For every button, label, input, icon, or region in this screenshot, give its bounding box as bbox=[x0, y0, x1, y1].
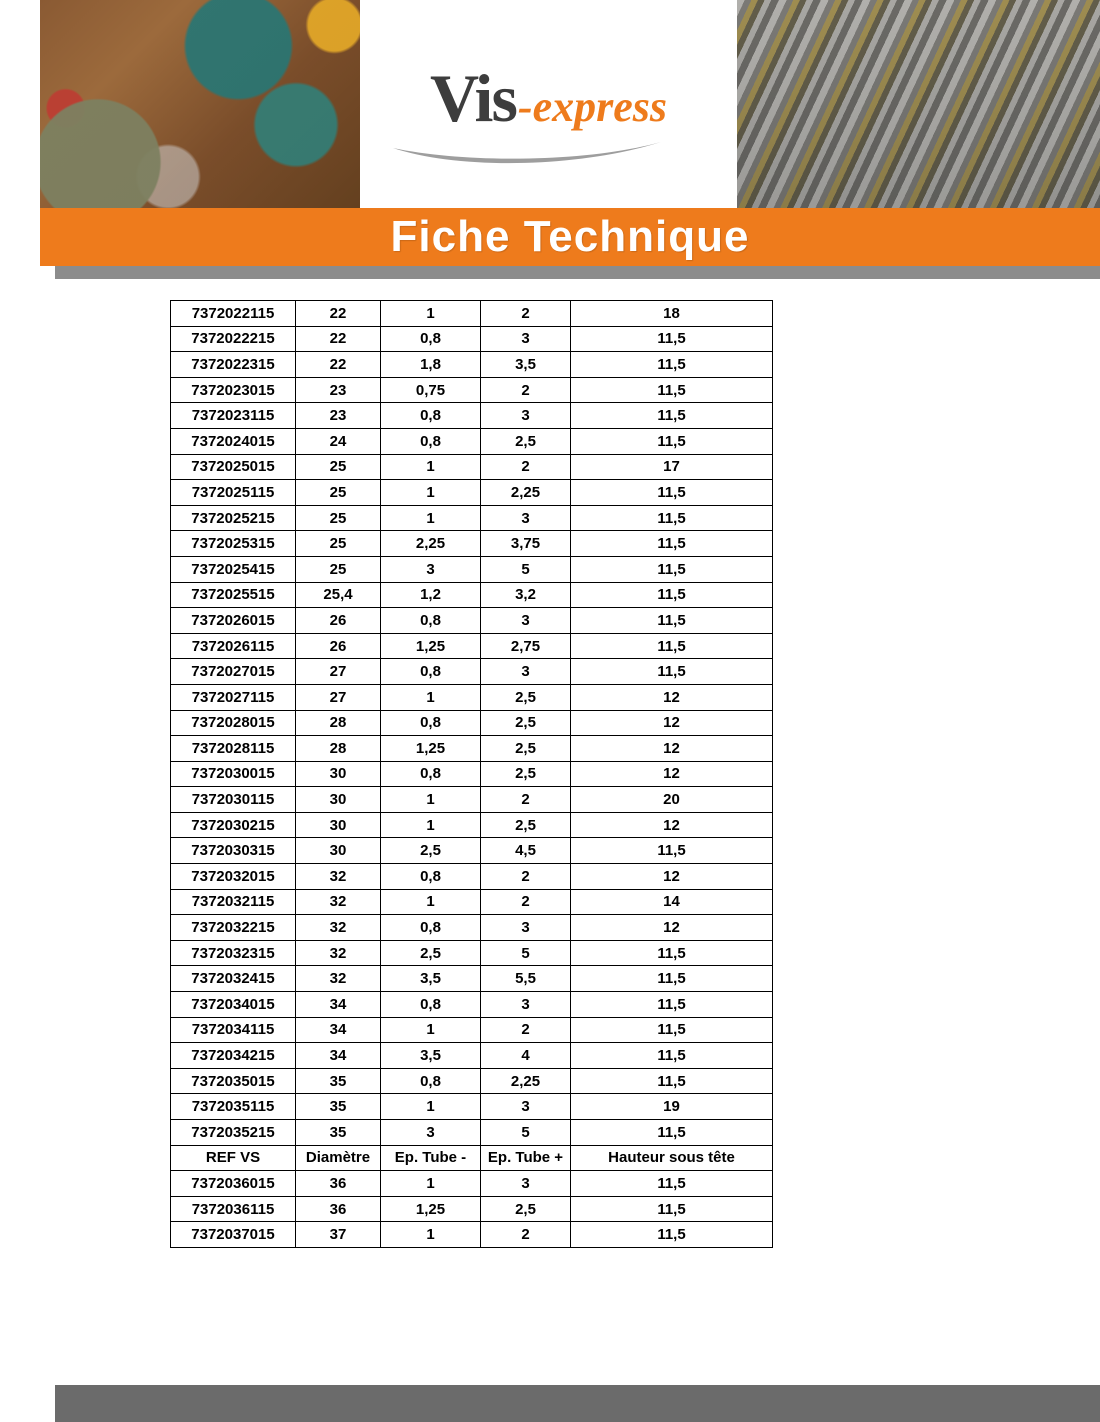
table-cell: 2,5 bbox=[381, 940, 481, 966]
table-cell: 5 bbox=[481, 556, 571, 582]
table-row bbox=[171, 480, 773, 506]
table-cell: 7372036015 bbox=[171, 1171, 296, 1197]
table-cell: 34 bbox=[296, 1043, 381, 1069]
table-cell: 25 bbox=[296, 480, 381, 506]
table-cell: 0,8 bbox=[381, 710, 481, 736]
table-cell: 1,25 bbox=[381, 1196, 481, 1222]
table-cell: 11,5 bbox=[571, 940, 773, 966]
table-cell: 28 bbox=[296, 736, 381, 762]
table-cell: 2 bbox=[481, 301, 571, 327]
table-cell: 19 bbox=[571, 1094, 773, 1120]
table-cell: 3 bbox=[481, 403, 571, 429]
table-header-row bbox=[171, 1145, 773, 1171]
table-cell: 0,8 bbox=[381, 659, 481, 685]
table-row bbox=[171, 889, 773, 915]
table-cell: 7372035115 bbox=[171, 1094, 296, 1120]
table-row bbox=[171, 1068, 773, 1094]
table-cell: 7372036115 bbox=[171, 1196, 296, 1222]
table-cell: 3 bbox=[381, 1120, 481, 1146]
table-row bbox=[171, 1171, 773, 1197]
table-cell: 27 bbox=[296, 684, 381, 710]
table-cell: 7372022315 bbox=[171, 352, 296, 378]
table-cell: 11,5 bbox=[571, 556, 773, 582]
logo-wordmark bbox=[429, 60, 668, 136]
table-header-cell: Ep. Tube - bbox=[381, 1145, 481, 1171]
table-cell: 0,75 bbox=[381, 377, 481, 403]
table-cell: 7372035015 bbox=[171, 1068, 296, 1094]
table-cell: 1 bbox=[381, 812, 481, 838]
table-cell: 0,8 bbox=[381, 915, 481, 941]
table-cell: 3,2 bbox=[481, 582, 571, 608]
table-cell: 25 bbox=[296, 531, 381, 557]
table-cell: 11,5 bbox=[571, 377, 773, 403]
table-cell: 0,8 bbox=[381, 326, 481, 352]
table-cell: 12 bbox=[571, 812, 773, 838]
table-cell: 23 bbox=[296, 403, 381, 429]
table-cell: 11,5 bbox=[571, 428, 773, 454]
table-cell: 7372032415 bbox=[171, 966, 296, 992]
table-cell: 17 bbox=[571, 454, 773, 480]
table-cell: 26 bbox=[296, 608, 381, 634]
table-cell: 11,5 bbox=[571, 352, 773, 378]
table-cell: 3,75 bbox=[481, 531, 571, 557]
table-row bbox=[171, 377, 773, 403]
table-cell: 18 bbox=[571, 301, 773, 327]
table-cell: 2,25 bbox=[481, 480, 571, 506]
table-cell: 11,5 bbox=[571, 1222, 773, 1248]
table-cell: 12 bbox=[571, 761, 773, 787]
table-cell: 7372030315 bbox=[171, 838, 296, 864]
table-cell: 4,5 bbox=[481, 838, 571, 864]
table-cell: 2,5 bbox=[481, 684, 571, 710]
table-cell: 25 bbox=[296, 505, 381, 531]
table-cell: 11,5 bbox=[571, 582, 773, 608]
table-cell: 7372030115 bbox=[171, 787, 296, 813]
table-cell: 2,5 bbox=[481, 710, 571, 736]
table-cell: 7372026115 bbox=[171, 633, 296, 659]
table-cell: 12 bbox=[571, 915, 773, 941]
table-cell: 7372025515 bbox=[171, 582, 296, 608]
table-cell: 1,25 bbox=[381, 736, 481, 762]
table-cell: 3 bbox=[481, 1171, 571, 1197]
table-cell: 5 bbox=[481, 940, 571, 966]
table-cell: 27 bbox=[296, 659, 381, 685]
table-cell: 11,5 bbox=[571, 659, 773, 685]
table-cell: 30 bbox=[296, 812, 381, 838]
table-row bbox=[171, 940, 773, 966]
banner-title: Fiche Technique bbox=[390, 212, 750, 261]
table-cell: 0,8 bbox=[381, 403, 481, 429]
table-header-cell: Hauteur sous tête bbox=[571, 1145, 773, 1171]
table-cell: 2 bbox=[481, 454, 571, 480]
table-cell: 7372025015 bbox=[171, 454, 296, 480]
table-cell: 30 bbox=[296, 838, 381, 864]
table-cell: 11,5 bbox=[571, 480, 773, 506]
table-cell: 11,5 bbox=[571, 1017, 773, 1043]
table-cell: 12 bbox=[571, 710, 773, 736]
table-cell: 7372034215 bbox=[171, 1043, 296, 1069]
table-row bbox=[171, 428, 773, 454]
banner-shadow-bar bbox=[55, 266, 1100, 279]
table-cell: 7372022115 bbox=[171, 301, 296, 327]
table-cell: 11,5 bbox=[571, 1068, 773, 1094]
logo-main-text: Vis bbox=[429, 60, 516, 136]
table-cell: 2,5 bbox=[481, 1196, 571, 1222]
table-cell: 1 bbox=[381, 454, 481, 480]
table-row bbox=[171, 1094, 773, 1120]
table-cell: 20 bbox=[571, 787, 773, 813]
table-cell: 14 bbox=[571, 889, 773, 915]
table-cell: 1,8 bbox=[381, 352, 481, 378]
table-cell: 22 bbox=[296, 326, 381, 352]
table-cell: 7372022215 bbox=[171, 326, 296, 352]
table-cell: 23 bbox=[296, 377, 381, 403]
table-cell: 11,5 bbox=[571, 1196, 773, 1222]
table-cell: 3 bbox=[481, 915, 571, 941]
table-cell: 2,5 bbox=[481, 812, 571, 838]
table-cell: 11,5 bbox=[571, 608, 773, 634]
table-cell: 11,5 bbox=[571, 326, 773, 352]
logo-suffix-text: -express bbox=[517, 82, 668, 131]
table-cell: 28 bbox=[296, 710, 381, 736]
screws-photo bbox=[737, 0, 1100, 208]
table-cell: 32 bbox=[296, 966, 381, 992]
table-cell: 32 bbox=[296, 915, 381, 941]
table-cell: 25 bbox=[296, 556, 381, 582]
table-cell: 1 bbox=[381, 684, 481, 710]
banner bbox=[40, 208, 1100, 266]
table-cell: 1,2 bbox=[381, 582, 481, 608]
table-cell: 1 bbox=[381, 1171, 481, 1197]
table-row bbox=[171, 966, 773, 992]
header bbox=[0, 0, 1100, 208]
table-cell: 2,5 bbox=[481, 428, 571, 454]
table-cell: 12 bbox=[571, 684, 773, 710]
table-cell: 1 bbox=[381, 1017, 481, 1043]
table-cell: 30 bbox=[296, 787, 381, 813]
table-row bbox=[171, 1222, 773, 1248]
table-cell: 2,75 bbox=[481, 633, 571, 659]
table-row bbox=[171, 352, 773, 378]
table-cell: 3 bbox=[481, 659, 571, 685]
table-cell: 3,5 bbox=[481, 352, 571, 378]
table-cell: 7372032315 bbox=[171, 940, 296, 966]
table-row bbox=[171, 684, 773, 710]
table-row bbox=[171, 1017, 773, 1043]
table-cell: 7372035215 bbox=[171, 1120, 296, 1146]
table-cell: 3 bbox=[381, 556, 481, 582]
table-cell: 2 bbox=[481, 864, 571, 890]
table-cell: 7372025115 bbox=[171, 480, 296, 506]
table-cell: 3 bbox=[481, 1094, 571, 1120]
table-cell: 0,8 bbox=[381, 1068, 481, 1094]
left-margin bbox=[0, 0, 40, 208]
table-row bbox=[171, 505, 773, 531]
table-cell: 25,4 bbox=[296, 582, 381, 608]
table-cell: 2,5 bbox=[381, 838, 481, 864]
table-cell: 7372030015 bbox=[171, 761, 296, 787]
table-cell: 7372027115 bbox=[171, 684, 296, 710]
table-cell: 7372034115 bbox=[171, 1017, 296, 1043]
spec-table bbox=[170, 300, 773, 1248]
table-cell: 1 bbox=[381, 787, 481, 813]
logo bbox=[360, 0, 737, 208]
table-row bbox=[171, 812, 773, 838]
table-cell: 11,5 bbox=[571, 992, 773, 1018]
table-cell: 1 bbox=[381, 1094, 481, 1120]
table-cell: 11,5 bbox=[571, 531, 773, 557]
table-header-cell: Ep. Tube + bbox=[481, 1145, 571, 1171]
table-cell: 36 bbox=[296, 1171, 381, 1197]
table-cell: 2 bbox=[481, 889, 571, 915]
table-row bbox=[171, 838, 773, 864]
table-cell: 11,5 bbox=[571, 966, 773, 992]
table-cell: 11,5 bbox=[571, 1171, 773, 1197]
table-cell: 35 bbox=[296, 1120, 381, 1146]
table-cell: 11,5 bbox=[571, 1120, 773, 1146]
table-cell: 22 bbox=[296, 352, 381, 378]
table-cell: 7372032015 bbox=[171, 864, 296, 890]
table-cell: 0,8 bbox=[381, 428, 481, 454]
table-cell: 1 bbox=[381, 505, 481, 531]
table-cell: 4 bbox=[481, 1043, 571, 1069]
table-cell: 7372030215 bbox=[171, 812, 296, 838]
table-cell: 1 bbox=[381, 301, 481, 327]
table-cell: 5,5 bbox=[481, 966, 571, 992]
table-row bbox=[171, 787, 773, 813]
table-row bbox=[171, 710, 773, 736]
table-cell: 35 bbox=[296, 1094, 381, 1120]
table-row bbox=[171, 1120, 773, 1146]
table-cell: 2,25 bbox=[381, 531, 481, 557]
table-cell: 7372026015 bbox=[171, 608, 296, 634]
workbench-photo bbox=[40, 0, 360, 208]
table-cell: 11,5 bbox=[571, 838, 773, 864]
table-cell: 11,5 bbox=[571, 505, 773, 531]
table-cell: 7372024015 bbox=[171, 428, 296, 454]
table-cell: 1,25 bbox=[381, 633, 481, 659]
table-row bbox=[171, 608, 773, 634]
table-row bbox=[171, 915, 773, 941]
table-cell: 0,8 bbox=[381, 761, 481, 787]
table-cell: 34 bbox=[296, 992, 381, 1018]
table-cell: 7372025215 bbox=[171, 505, 296, 531]
table-cell: 36 bbox=[296, 1196, 381, 1222]
table-row bbox=[171, 582, 773, 608]
table-header-cell: REF VS bbox=[171, 1145, 296, 1171]
table-row bbox=[171, 633, 773, 659]
table-cell: 11,5 bbox=[571, 1043, 773, 1069]
logo-swoosh-icon bbox=[389, 138, 669, 172]
table-row bbox=[171, 403, 773, 429]
table-cell: 0,8 bbox=[381, 864, 481, 890]
table-cell: 2 bbox=[481, 1222, 571, 1248]
table-row bbox=[171, 1043, 773, 1069]
table-cell: 35 bbox=[296, 1068, 381, 1094]
table-cell: 3,5 bbox=[381, 1043, 481, 1069]
table-cell: 2 bbox=[481, 1017, 571, 1043]
table-cell: 3 bbox=[481, 992, 571, 1018]
spec-table-body bbox=[171, 301, 773, 1248]
table-cell: 7372025415 bbox=[171, 556, 296, 582]
table-cell: 7372037015 bbox=[171, 1222, 296, 1248]
table-cell: 0,8 bbox=[381, 992, 481, 1018]
table-cell: 1 bbox=[381, 889, 481, 915]
table-cell: 7372023015 bbox=[171, 377, 296, 403]
table-row bbox=[171, 531, 773, 557]
table-cell: 11,5 bbox=[571, 403, 773, 429]
table-cell: 7372032115 bbox=[171, 889, 296, 915]
table-cell: 2 bbox=[481, 787, 571, 813]
table-cell: 11,5 bbox=[571, 633, 773, 659]
table-cell: 2,5 bbox=[481, 736, 571, 762]
table-cell: 7372027015 bbox=[171, 659, 296, 685]
table-row bbox=[171, 659, 773, 685]
table-cell: 3 bbox=[481, 505, 571, 531]
table-cell: 7372023115 bbox=[171, 403, 296, 429]
table-header-cell: Diamètre bbox=[296, 1145, 381, 1171]
table-cell: 24 bbox=[296, 428, 381, 454]
table-cell: 1 bbox=[381, 480, 481, 506]
table-cell: 1 bbox=[381, 1222, 481, 1248]
spec-table-wrap bbox=[170, 300, 773, 1248]
table-cell: 32 bbox=[296, 940, 381, 966]
table-cell: 2 bbox=[481, 377, 571, 403]
table-cell: 30 bbox=[296, 761, 381, 787]
table-row bbox=[171, 326, 773, 352]
table-cell: 12 bbox=[571, 864, 773, 890]
table-row bbox=[171, 761, 773, 787]
table-cell: 2,25 bbox=[481, 1068, 571, 1094]
table-cell: 37 bbox=[296, 1222, 381, 1248]
table-cell: 22 bbox=[296, 301, 381, 327]
table-cell: 7372032215 bbox=[171, 915, 296, 941]
table-cell: 7372034015 bbox=[171, 992, 296, 1018]
table-row bbox=[171, 992, 773, 1018]
table-cell: 3 bbox=[481, 608, 571, 634]
footer-bar bbox=[55, 1385, 1100, 1422]
table-row bbox=[171, 301, 773, 327]
table-row bbox=[171, 1196, 773, 1222]
table-cell: 7372028015 bbox=[171, 710, 296, 736]
table-row bbox=[171, 556, 773, 582]
table-cell: 2,5 bbox=[481, 761, 571, 787]
table-cell: 5 bbox=[481, 1120, 571, 1146]
table-row bbox=[171, 864, 773, 890]
table-cell: 32 bbox=[296, 889, 381, 915]
table-cell: 0,8 bbox=[381, 608, 481, 634]
table-cell: 25 bbox=[296, 454, 381, 480]
table-row bbox=[171, 454, 773, 480]
table-cell: 3,5 bbox=[381, 966, 481, 992]
table-cell: 7372025315 bbox=[171, 531, 296, 557]
table-cell: 32 bbox=[296, 864, 381, 890]
table-row bbox=[171, 736, 773, 762]
table-cell: 26 bbox=[296, 633, 381, 659]
table-cell: 12 bbox=[571, 736, 773, 762]
table-cell: 3 bbox=[481, 326, 571, 352]
table-cell: 7372028115 bbox=[171, 736, 296, 762]
table-cell: 34 bbox=[296, 1017, 381, 1043]
